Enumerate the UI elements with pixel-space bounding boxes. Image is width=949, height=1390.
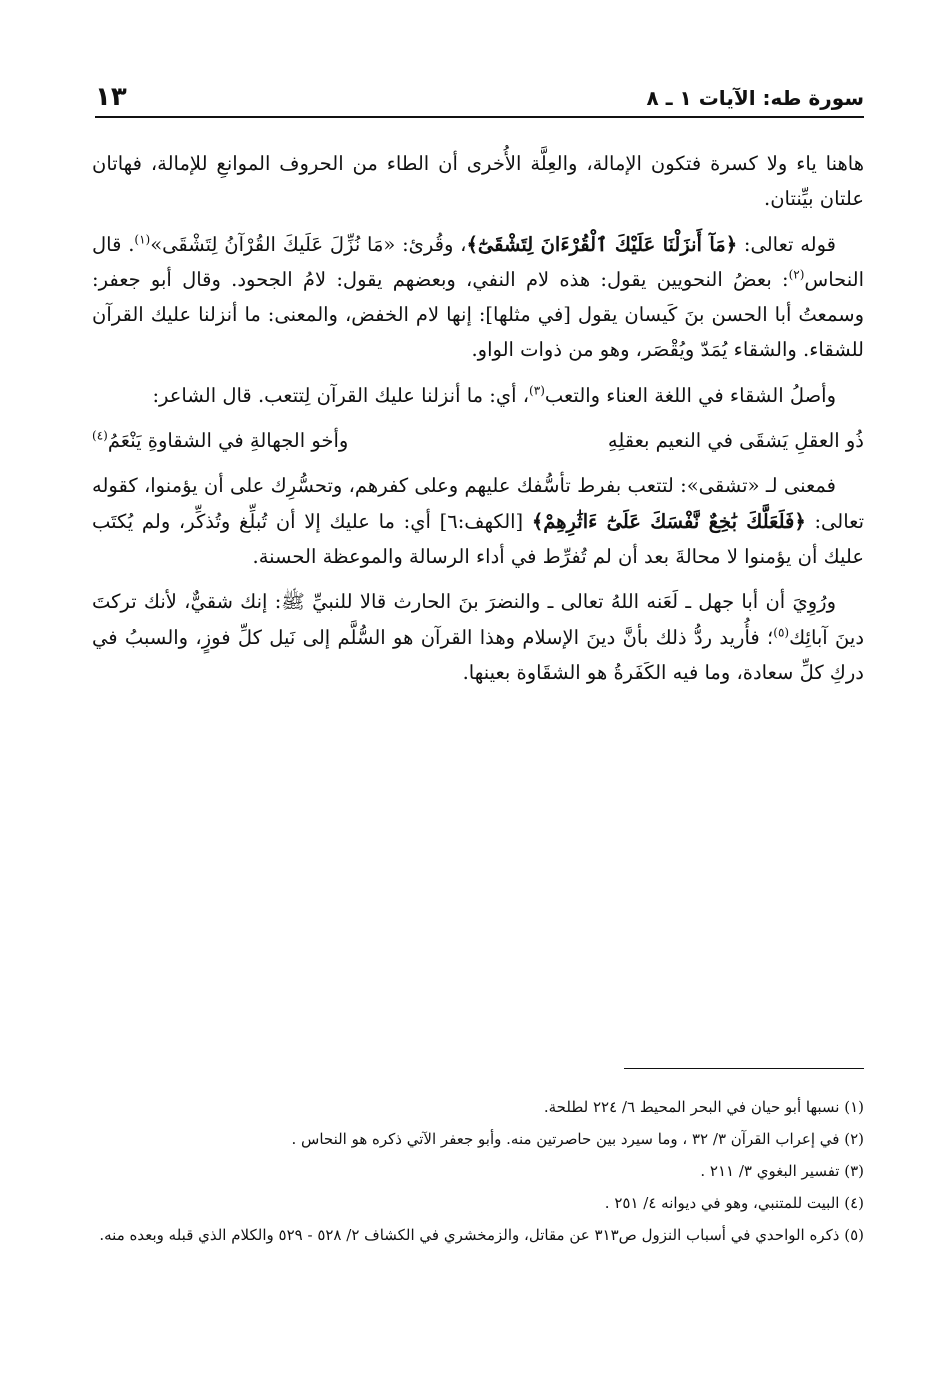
poem-hemistich-left: وأخو الجهالةِ في الشقاوةِ يَنْعَمُ (107, 429, 349, 453)
running-head: سورة طه: الآيات ١ ـ ٨ (646, 86, 864, 110)
paragraph-5-text-b: ؛ فأُريد ردُّ ذلك بأنَّ دينَ الإسلام وهذا القرآن هو السُّلَّم إلى نَيل كلِّ فوزٍ، والسببُ في دركِ كلِّ سعادة، وما فيه الكَفَرةُ هو الشقَاوة بعينها. (92, 625, 864, 684)
footnote-ref-5: (٥) (773, 625, 790, 640)
quran-verse-2: ﴿فَلَعَلَّكَ بَٰخِعٌ نَّفْسَكَ عَلَىٰٓ ءَاثَٰرِهِمْ﴾ (531, 509, 806, 533)
poem-verse (92, 423, 864, 458)
paragraph-3 (92, 378, 864, 413)
footnote-ref-2: (٢) (788, 267, 805, 282)
poem-hemistich-right: ذُو العقلِ يَشقَى في النعيم بعقلِهِ (607, 429, 864, 453)
footnote-1: (١) نسبها أبو حيان في البحر المحيط ٦/ ٢٢٤ لطلحة. (543, 1098, 864, 1116)
main-text (92, 146, 864, 700)
quran-verse-1: ﴿مَآ أَنزَلْنَا عَلَيْكَ ٱلْقُرْءَانَ لِتَشْقَىٰٓ﴾ (466, 232, 738, 256)
footnotes (92, 1092, 864, 1252)
paragraph-2-nahhas: . قال النحاس (92, 232, 864, 291)
footnote-ref-3: (٣) (529, 383, 545, 398)
paragraph-2 (92, 227, 864, 368)
paragraph-4-text-a: فمعنى لـ «تشقى»: لتتعب بفرط تأسُّفك عليهم وعلى كفرهم، وتحسُّرِك على أن يؤمنوا، كقوله تعالى: (92, 474, 865, 533)
paragraph-2-intro: قوله تعالى: (737, 232, 836, 256)
footnote-ref-4: (٤) (92, 428, 108, 443)
footnote-4: (٤) البيت للمتنبي، وهو في ديوانه ٤/ ٢٥١ . (604, 1194, 864, 1212)
footnote-3: (٣) تفسير البغوي ٣/ ٢١١ . (700, 1162, 864, 1180)
paragraph-3-text-a: وأصلُ الشقاء في اللغة العناء والتعب (544, 383, 836, 407)
footnote-divider (624, 1068, 864, 1069)
footnote-5: (٥) ذكره الواحدي في أسباب النزول ص٣١٣ عن مقاتل، والزمخشري في الكشاف ٢/ ٥٢٨ - ٥٢٩ والكلام الذي قبله وبعده منه. (99, 1226, 864, 1244)
poem-hemistich-left-wrap (92, 423, 348, 458)
paragraph-1-text: هاهنا ياء ولا كسرة فتكون الإمالة، والعِلَّة الأُخرى أن الطاء من الحروف الموانعِ للإمالة، فهاتان علتان بيِّنتان. (92, 152, 864, 211)
footnote-ref-1: (١) (134, 232, 151, 247)
paragraph-5-text-a: ورُوِيَ أن أبا جهل ـ لَعَنه اللهُ تعالى ـ والنضرَ بنَ الحارث قالا للنبيِّ ﷺ: إنك شقيٌّ، لأنك تركتَ دينَ آبائِك (92, 590, 864, 649)
page-header (95, 72, 864, 118)
paragraph-2-rest: : بعضُ النحويين يقول: هذه لام النفي، وبعضهم يقول: لامُ الجحود. وقال أبو جعفر: وسمعتُ أبا الحسن بنَ كَيسان يقول [في مثلها]: إنها لام الخفض، والمعنى: ما أنزلنا عليك القرآن للشقاء. والشقاء يُمَدّ ويُقْصَر، وهو من ذوات الواو. (92, 267, 864, 362)
paragraph-5 (92, 584, 864, 690)
paragraph-4 (92, 468, 864, 574)
paragraph-3-text-b: ، أي: ما أنزلنا عليك القرآن لِتتعب. قال الشاعر: (152, 383, 530, 407)
footnote-2: (٢) في إعراب القرآن ٣/ ٣٢ ، وما سيرد بين حاصرتين منه. وأبو جعفر الآتي ذكره هو النحاس . (291, 1130, 864, 1148)
paragraph-4-text-b: [الكهف:٦] أي: ما عليك إلا أن تُبلِّغ وتُذكِّر، ولم يُكتَب عليك أن يؤمنوا لا محالةَ بعد أن لم تُفرِّط في أداء الرسالة والموعظة الحسنة. (92, 509, 864, 568)
paragraph-2-reading: ، وقُرئ: «مَا نُزِّلَ عَلَيكَ القُرْآنُ لِتَشْقَى» (150, 232, 467, 256)
paragraph-1 (92, 146, 864, 217)
page-number: ١٣ (95, 82, 127, 112)
